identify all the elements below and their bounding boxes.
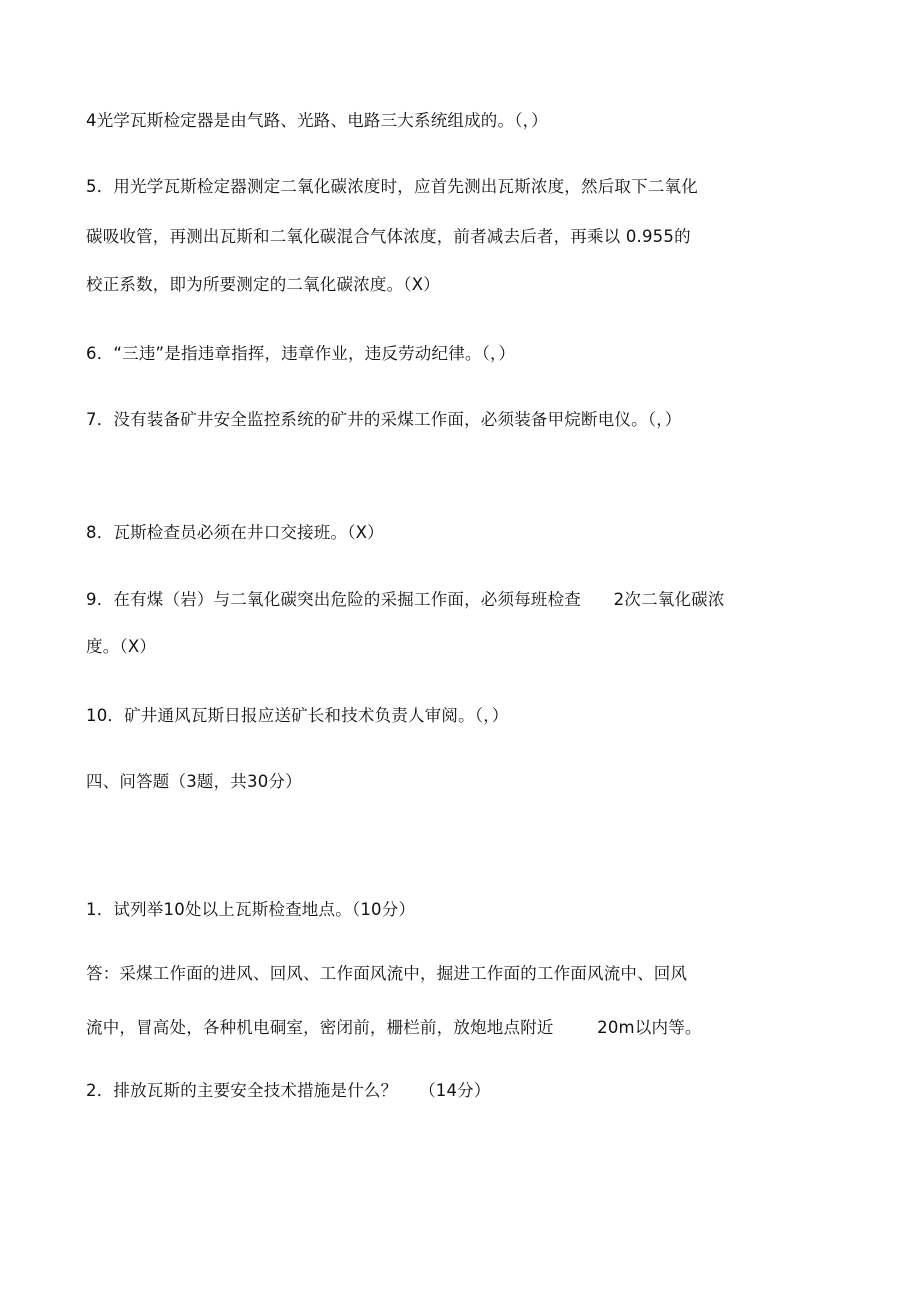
true-false-item-8: 8．瓦斯检查员必须在井口交接班。（X） [86,523,384,542]
true-false-item-5-line-1: 5．用光学瓦斯检定器测定二氧化碳浓度时，应首先测出瓦斯浓度，然后取下二氧化 [86,177,698,196]
section-heading-questions: 四、问答题（3题，共30分） [86,772,302,791]
question-2: 2．排放瓦斯的主要安全技术措施是什么？ （14分） [86,1081,491,1100]
true-false-item-9-line-2: 度。（X） [86,637,157,656]
answer-1-line-2: 流中，冒高处，各种机电硐室，密闭前，栅栏前，放炮地点附近 20m以内等。 [86,1018,702,1037]
answer-1-line-1: 答：采煤工作面的进风、回风、工作面风流中，掘进工作面的工作面风流中、回风 [86,964,688,983]
true-false-item-7: 7．没有装备矿井安全监控系统的矿井的采煤工作面，必须装备甲烷断电仪。（，） [86,410,682,429]
true-false-item-5-line-3: 校正系数，即为所要测定的二氧化碳浓度。（X） [86,275,440,294]
true-false-item-10: 10．矿井通风瓦斯日报应送矿长和技术负责人审阅。（，） [86,706,509,725]
question-1: 1．试列举10处以上瓦斯检查地点。（10分） [86,900,416,919]
true-false-item-9-line-1: 9．在有煤（岩）与二氧化碳突出危险的采掘工作面，必须每班检查 2次二氧化碳浓 [86,590,725,609]
true-false-item-6: 6．“三违”是指违章指挥，违章作业，违反劳动纪律。（，） [86,344,516,363]
true-false-item-4: 4光学瓦斯检定器是由气路、光路、电路三大系统组成的。（，） [86,111,548,130]
true-false-item-5-line-2: 碳吸收管，再测出瓦斯和二氧化碳混合气体浓度，前者减去后者，再乘以 0.955的 [86,227,691,246]
